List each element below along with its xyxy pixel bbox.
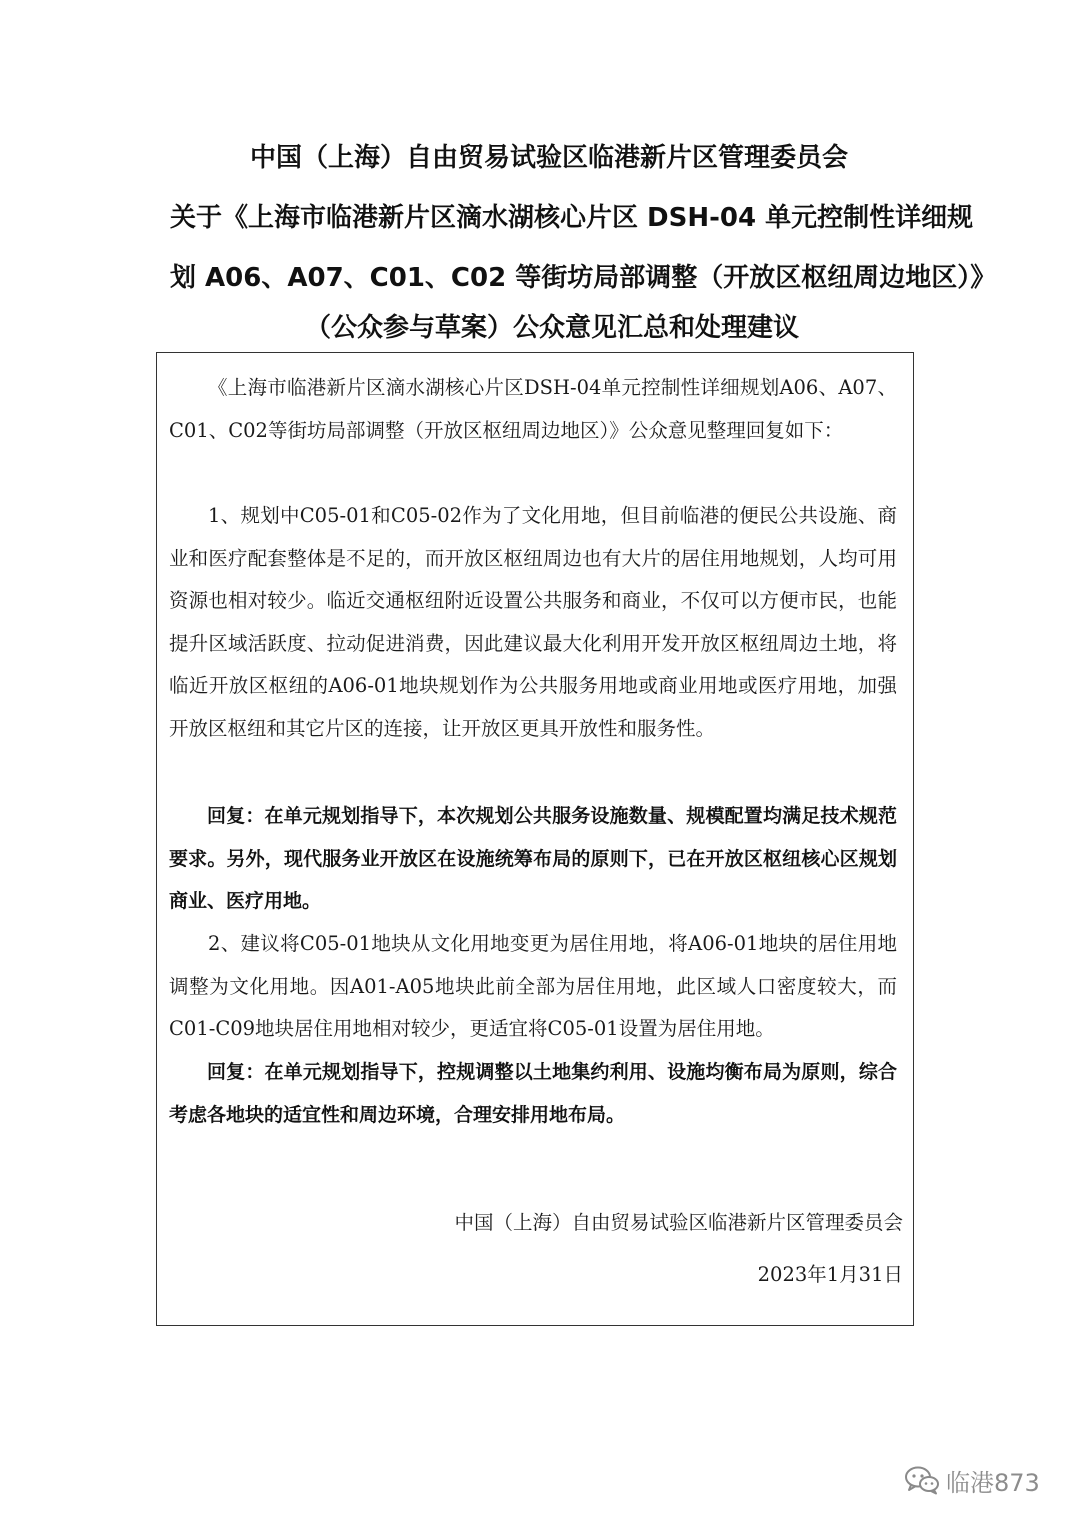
reply-2: 回复：在单元规划指导下，控规调整以土地集约利用、设施均衡布局为原则，综合考虑各地块的适宜性和周边环境，合理安排用地布局。 <box>169 1061 897 1126</box>
title-line-3: 划 A06、A07、C01、C02 等街坊局部调整（开放区枢纽周边地区）》 <box>170 263 997 293</box>
reply-1: 回复：在单元规划指导下，本次规划公共服务设施数量、规模配置均满足技术规范要求。另外，现代服务业开放区在设施统筹布局的原则下，已在开放区枢纽核心区规划商业、医疗用地。 <box>169 805 897 912</box>
title-line-2: 关于《上海市临港新片区滴水湖核心片区 DSH-04 单元控制性详细规 <box>170 203 974 233</box>
wechat-icon <box>904 1465 940 1495</box>
watermark-text: 临港873 <box>946 1468 1040 1497</box>
title-line-1: 中国（上海）自由贸易试验区临港新片区管理委员会 <box>250 143 849 173</box>
intro-paragraph: 《上海市临港新片区滴水湖核心片区DSH-04单元控制性详细规划A06、A07、C01、C02等街坊局部调整（开放区枢纽周边地区）》公众意见整理回复如下： <box>169 376 897 442</box>
opinion-table-cell <box>156 352 914 1326</box>
signature-date: 2023年1月31日 <box>757 1263 903 1286</box>
opinion-item-1: 1、规划中C05-01和C05-02作为了文化用地，但目前临港的便民公共设施、商业和医疗配套整体是不足的，而开放区枢纽周边也有大片的居住用地规划，人均可用资源也相对较少。临近交通枢纽附近设置公共服务和商业，不仅可以方便市民，也能提升区域活跃度、拉动促进消费，因此建议最大化利用开发开放区枢纽周边土地，将临近开放区枢纽的A06-01地块规划作为公共服务用地或商业用地或医疗用地，加强开放区枢纽和其它片区的连接，让开放区更具开放性和服务性。 <box>169 504 897 740</box>
title-line-4: （公众参与草案）公众意见汇总和处理建议 <box>305 313 800 343</box>
opinion-item-2: 2、建议将C05-01地块从文化用地变更为居住用地，将A06-01地块的居住用地调整为文化用地。因A01-A05地块此前全部为居住用地，此区域人口密度较大，而C01-C09地块居住用地相对较少，更适宜将C05-01设置为居住用地。 <box>169 932 897 1040</box>
signature-organization: 中国（上海）自由贸易试验区临港新片区管理委员会 <box>454 1211 903 1234</box>
watermark <box>904 1460 1040 1500</box>
